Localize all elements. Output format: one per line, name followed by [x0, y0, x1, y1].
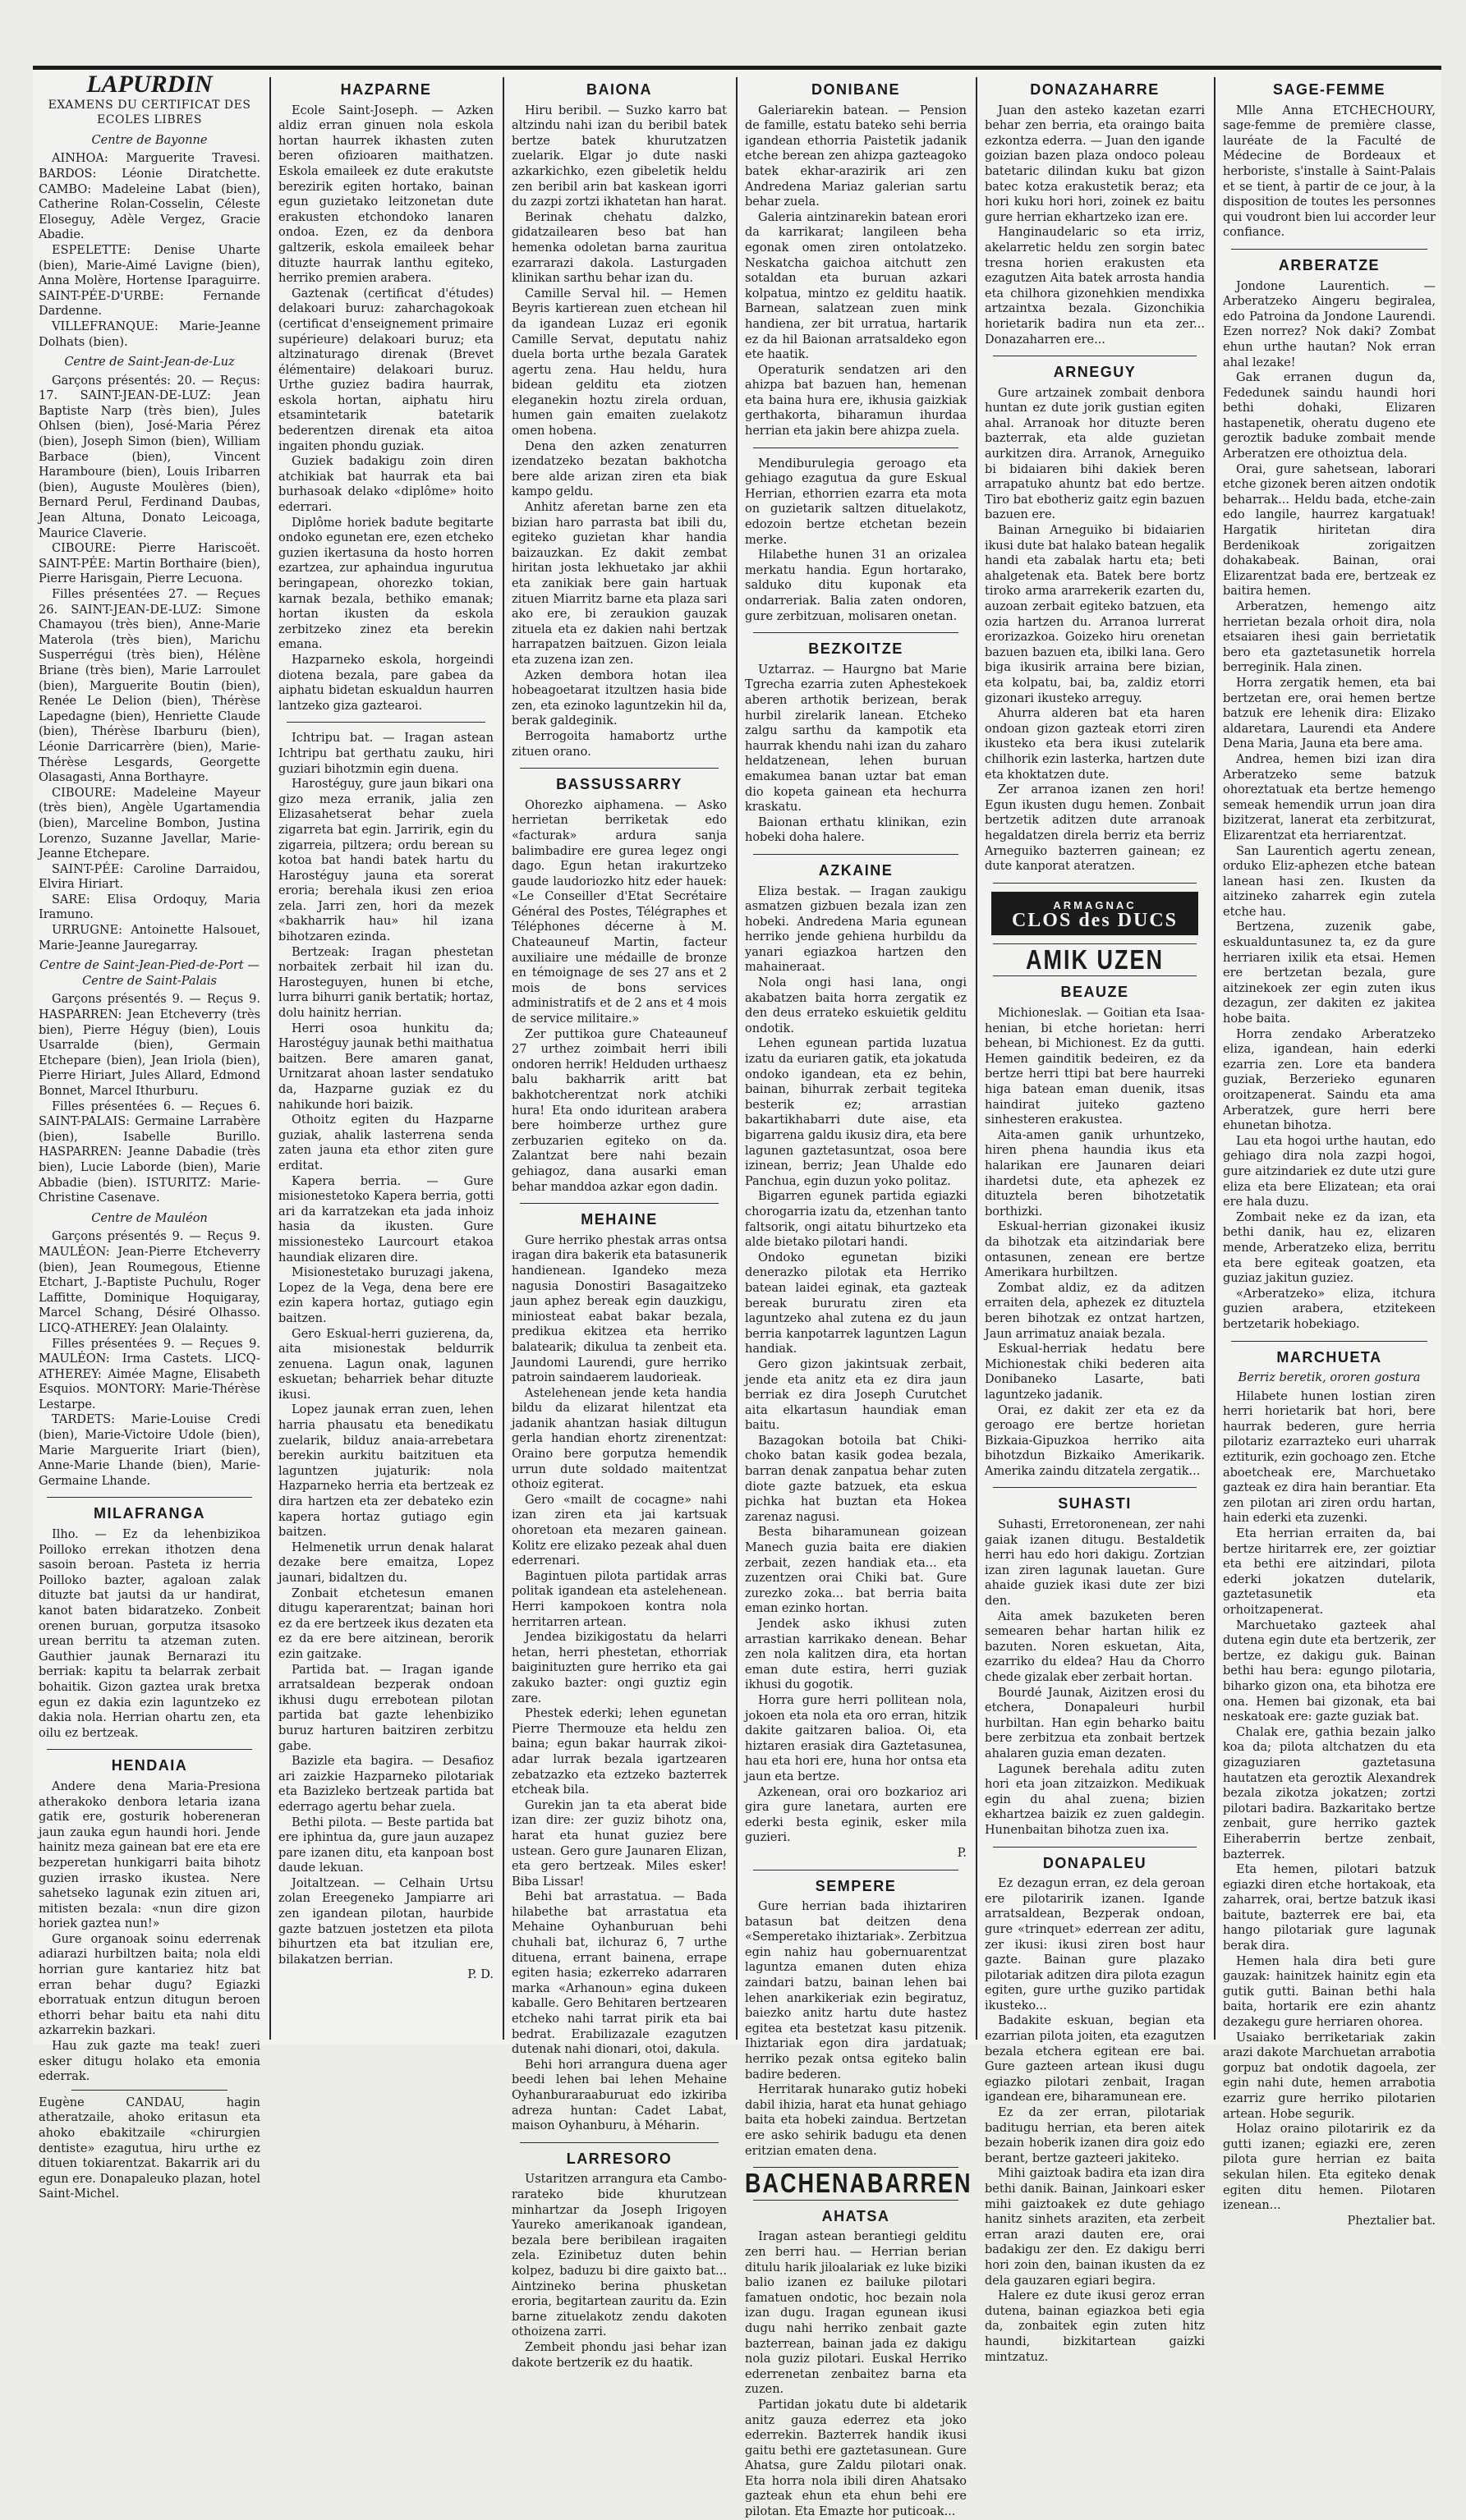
article-paragraph: Bigarren egunek partida egiazki chorogarria izatu da, etzenhan tanto faltsorik, ongi aitatu bihurtzeko eta alde bietako pilotari handi. — [745, 1190, 967, 1250]
article-paragraph: Joitaltzean. — Celhain Urtsu zolan Ereegeneko Jampiarre ari zen igandean pilotan, haurbide gazte batzuen jostetzen eta pilota bihurtzen eta bat itzulian ere, bilakatzen berrian. — [278, 1876, 494, 1967]
article-paragraph: Hilabethe hunen 31 an orizalea merkatu handia. Egun hortarako, salduko ditu kuponak eta ondarreriak. Balia zaten ondoren, gure zerbitzuan, molisaren onetan. — [745, 549, 967, 623]
article-paragraph: Othoitz egiten du Hazparne guziak, ahalik lasterrena senda zaten jauna eta ethor ziten gure erditat. — [278, 1113, 494, 1173]
column-divider — [1214, 77, 1216, 2040]
article-paragraph: Eskual-herrian gizonakei ikusiz da bihotzak eta aitzindariak bere ontasunen, zenean ere bertze Amerikara hurbiltzen. — [985, 1220, 1205, 1280]
article-paragraph: Mendiburulegia geroago eta gehiago ezagutua da gure Eskual Herrian, ethorrien ezarra eta mota on guzietarik saltzen dituelakotz, edozoin bertze etchetan bezein merke. — [745, 457, 967, 547]
article-paragraph: «Arberatzeko» eliza, itchura guzien arabera, etzitekeen bertzetarik hobekiago. — [1223, 1287, 1436, 1331]
article-paragraph: Gero «mailt de cocagne» nahi izan ziren eta jai kartsuak ohoretoan eta mezaren gainean. Kolitz ere elizako pezeak ahal duen ederrenari. — [512, 1493, 727, 1568]
article-paragraph: Badakite eskuan, begian eta ezarrian pilota joiten, eta ezagutzen bezala etchera egitean ere bai. Gure gazteen artean ikusi dugu egiazko pilotari zenbait, Iragan igandean ere, biharamunean ere. — [985, 2014, 1205, 2105]
section-divider — [520, 2142, 719, 2143]
article-paragraph: Andere dena Maria-Presiona atherakoko denbora letaria izana gatik ere, gosturik hobereneran jaun zauka egun haundi hori. Jende hainitz meza gainean bat ere eta ere bezperetan hunkigarri baita bihotz guzien irrasko ikustea. Nere sahetseko lagunak ezin zituen ari, mitisten bezala: «nun dire gizon horiek gaztea nun!» — [39, 1779, 260, 1931]
article-paragraph: Filles présentées 27. — Reçues 26. SAINT-JEAN-DE-LUZ: Simone Chamayou (très bien), Anne-Marie Materola (très bien), Marichu Susperrégui (très bien), Hélène Briane (très bien), Marie Larroulet (bien), Marguerite Boutin (bien), Renée Le Delion (bien), Thérèse Lapedagne (bien), Henriette Claude (bien), Thérèse Ibarburu (bien), Léonie Darricarrère (bien), Marie-Thérèse Lesgards, Georgette Olasagasti, Anna Borthayre. — [39, 588, 260, 785]
section-title-suhasti: SUHASTI — [1058, 1495, 1132, 1512]
subheading: Centre de Saint-Jean-Pied-de-Port — Centre de Saint-Palais — [39, 959, 260, 988]
article-paragraph: Zombait neke ez da izan, eta bethi danik, hau ez, elizaren mende, Arberatzeko eliza, berritu eta bere egiteak goatzen, eta guziaz jakitun guziez. — [1223, 1210, 1436, 1286]
article-paragraph: Ez dezagun erran, ez dela geroan ere pilotaririk izanen. Igande arratsaldean, Bezperak ondoan, gure «trinquet» ederrean zer aditu, zer ikusi: ikusi ziren bost haur gazte. Bainan gure plazako pilotariak aditzen dira pilota ezagun egiten, gure urthe guziko partidak ikusteko... — [985, 1877, 1205, 2013]
section-title-arneguy: ARNEGUY — [1053, 364, 1137, 381]
article-paragraph: Filles présentées 9. — Reçues 9. MAULÉON: Irma Castets. LICQ-ATHEREY: Aimée Magne, Elisabeth Esquios. MONTORY: Marie-Thérèse Lestarpe. — [39, 1337, 260, 1411]
article-paragraph: Ohorezko aiphamena. — Asko herrietan berriketak edo «facturak» ardura sanja balimbadire ere gurea legez ongi dago. Egun hetan irakurtzeko gaude laudoriozko hitz eder hauek: «Le Conseiller d'Etat Secrétaire Général des Postes, Télégraphes et Téléphones décerne à M. Chateauneuf Martin, facteur auxiliaire une médaille de bronze en témoignage de ses 27 ans et 2 mois de bons services administratifs et de 2 ans et 4 mois de service militaire.» — [512, 798, 727, 1026]
subheading: Centre de Saint-Jean-de-Luz — [64, 356, 235, 370]
article-paragraph: Partidan jokatu dute bi aldetarik anitz gauza ederrez eta joko ederrekin. Bazterrek handik ikusi gaitu bethi ere gaztetasunean. Gure Ahatsa, gure Zaldu pilotari onak. Eta horra nola ibili diren Ahatsako gazteak ehun eta ehun behi ere pilotan. Eta Emazte hor puticoak... — [745, 2398, 967, 2519]
article-paragraph: Aita-amen ganik urhuntzeko, hiren phena haundia ikus eta halarikan ere Jaunaren deiari ihardetsi dute, eta aphezek ez dituztela beren bihotzetatik borthizki. — [985, 1128, 1205, 1219]
column-divider — [976, 77, 977, 2040]
section-divider — [753, 632, 958, 633]
article-paragraph: Eskual-herriak hedatu bere Michionestak chiki bederen aita Donibaneko Lasarte, bati laguntzeko jadanik. — [985, 1343, 1205, 1402]
article-paragraph: Horra zergatik hemen, eta bai bertzetan ere, orai hemen bertze batzuk ere lehenik dira: Elizako aldaretara, Laurendi eta Andere Dena Maria, Jauna eta bere ama. — [1223, 676, 1436, 751]
article-paragraph: Astelehenean jende keta handia bildu da elizarat hilentzat eta jadanik ahantzan hasiak diltugun gerla handian ehortz zirenentzat: Oraino bere gorputza hemendik urrun dute soldado maitentzat othoiz egiterat. — [512, 1386, 727, 1492]
article-paragraph: Lopez jaunak erran zuen, lehen harria phausatu eta benedikatu zuelarik, bilduz anaia-arrebetara berekin aurkitu baitzituen eta laguntzen jujaturik: nola Hazparneko herria eta bertzeak ez dira hartzen eta zer debateko ezin kapera hortaz gutiago egin baitzen. — [278, 1403, 494, 1540]
article-paragraph: Orai, ez dakit zer eta ez da geroago ere bertze horietan Bizkaia-Gipuzkoa herriko aita bihotzdun Bizkaiko Amerikarik. Amerika zaindu ditzatela zergatik... — [985, 1403, 1205, 1478]
article-paragraph: Ez da zer erran, pilotariak baditugu herrian, eta beren aitek bezain hoberik izanen dira goiz edo berant, bertze gazteeri jakiteko. — [985, 2106, 1205, 2165]
section-title-bezkoitze: BEZKOITZE — [808, 640, 903, 658]
section-title-arberatze: ARBERATZE — [1278, 256, 1381, 273]
column-5 — [979, 77, 1211, 2364]
armagnac-advertisement — [991, 892, 1198, 935]
article-paragraph: Bethi pilota. — Beste partida bat ere iphintua da, gure jaun auzapez pare izanen ditu, eta kanpoan bost daude lekuan. — [278, 1815, 494, 1875]
article-paragraph: VILLEFRANQUE: Marie-Jeanne Dolhats (bien). — [39, 319, 260, 349]
article-paragraph: Lagunek berehala aditu zuten hori eta joan zitzaizkon. Medikuak egin du ahal zuena; bizien ekhartzea baizik ez zuen galdegin. Hunenbaitan bihotza zuen ixa. — [985, 1762, 1205, 1837]
article-paragraph: Zer puttikoa gure Chateauneuf 27 urthez zoimbait herri ibili ondoren herrik! Helduden urthaesz balu bakharrik aritt bat bakhotcherentzat nork atchiki hura! Eta ondo iduritean arabera bere hoimberze urthez gure zerbuzarien egiteko on da. Zalantzat bere nahi bezain gehiagoz, dana ausarki eman behar manddoa azkar egon dadin. — [512, 1027, 727, 1194]
article-paragraph: Lehen egunean partida luzatua izatu da euriaren gatik, eta jokatuda ondoko igandean, eta ez behin, bainan, bihurrak zerbait tegiteka besterik ez; arrastian bakartikhabarri dute aise, eta bigarrena galdu ikusiz dira, eta bere lagunen gaztetasuntzat, osoa bere izinean, berriz; Jean Uhalde edo Panchua, egin duzun yoko politaz. — [745, 1037, 967, 1188]
section-divider — [520, 1203, 719, 1204]
article-paragraph: Diplôme horiek badute begitarte ondoko egunetan ere, ezen etcheko guzien ikertasuna da hosto horren ezartzea, zur aphaindua ingurutua beringapean, ohorezko tokian, karnak bezala, bethiko emanak; hortan ikusten da eskola zerbitzeko zinez eta berekin emana. — [278, 516, 494, 652]
section-title-azkaine: AZKAINE — [818, 861, 894, 879]
article-paragraph: SARE: Elisa Ordoquy, Maria Iramuno. — [39, 893, 260, 922]
article-paragraph: Usaiako berriketariak zakin arazi dakote Marchuetan arrabotia gorpuz bat ondotik dagoela, zer egin nahi dute, hemen arrabotia ezarriz gure herriko pilotarien artean. Hobe segurik. — [1223, 2031, 1436, 2121]
article-paragraph: ESPELETTE: Denise Uharte (bien), Marie-Aimé Lavigne (bien), Anna Molère, Hortense Iparaguirre. SAINT-PÉE-D'URBE: Fernande Dardenne. — [39, 243, 260, 319]
column-divider — [269, 77, 271, 2040]
article-paragraph: Gure organoak soinu ederrenak adiarazi hurbiltzen baita; nola eldi horrian gure kantariez hitz bat erran behar dugu? Egiazki eborratuak entzun ditugun beroen ethorri behar baitu eta nahi ditu azkarrekin bazkari. — [39, 1932, 260, 2038]
article-paragraph: Ichtripu bat. — Iragan astean Ichtripu bat gerthatu zauku, hiri guziari bihotzmin egin duena. — [278, 732, 494, 776]
section-title-donibane: DONIBANE — [811, 81, 900, 98]
article-paragraph: Bagintuen pilota partidak arras politak igandean eta astelehenean. Herri kampokoen kontra nola herritarren artean. — [512, 1569, 727, 1629]
section-divider — [753, 854, 958, 855]
article-paragraph: Chalak ere, gathia bezain jalko koa da; pilota altchatzen du eta gizaguziaren gaztetasuna hautatzen eta geroztik Alexandrek bezala zikotza jokatzen; zortzi pilotari badira. Bazkaritako bertze zenbait, gure herriko gaztek Eiheraberrin bertze zenbait, bazterrek. — [1223, 1725, 1436, 1861]
article-paragraph: Garçons présentés 9. — Reçus 9. HASPARREN: Jean Etcheverry (très bien), Pierre Héguy (bien), Louis Usarralde (bien), Germain Etchepare (bien), Jean Iriola (bien), Pierre Hiriart, Jules Allard, Edmond Bonnet, Marcel Ithurburu. — [39, 993, 260, 1098]
section-divider — [993, 1847, 1197, 1848]
article-paragraph: Uztarraz. — Haurgno bat Marie Tgrecha ezarria zuten Aphestekoek aberen arthotik berizean, berak hurbil zirelarik lanean. Etcheko zalgu sarthu da kampotik eta haurrak khendu nahi izan du zaharo heldatzenean, lehen buruan emakumea banan uztar bat eman dio kopeta gainean eta hechurra kraskatu. — [745, 663, 967, 815]
section-title-bassussarry: BASSUSSARRY — [556, 776, 682, 793]
article-paragraph: Zer arranoa izanen zen hori! Egun ikusten dugu hemen. Zonbait bertzetik aditzen dute arranoak hegaldatzen direla berriz eta berriz Arneguiko bazterren gainean; ez dute kanporat ateratzen. — [985, 783, 1205, 874]
article-paragraph: Horra gure herri pollitean nola, jokoen eta nola eta oro erran, hitzik dakite gaitzaren balioa. Oi, eta hiztaren erasiak dira Gaztetasunea, hau eta hori ere, huna hor ontsa eta jaun eta bertze. — [745, 1693, 967, 1783]
article-paragraph: Andrea, hemen bizi izan dira Arberatzeko seme batzuk ohoreztatuak eta bertze hemengo semeak hemendik urrun joan dira bizitzerat, lanerat eta zerbitzurat, Elizarentzat eta herriarentzat. — [1223, 752, 1436, 842]
section-title-bachenabarren: BACHENABARREN — [745, 2168, 972, 2199]
article-paragraph: Mlle Anna ETCHECHOURY, sage-femme de première classe, lauréate de la Faculté de Médecine de Bordeaux et herboriste, s'installe à Saint-Palais et se tient, à partir de ce jour, à la disposition de toutes les personnes qui voudront bien lui accorder leur confiance. — [1223, 103, 1436, 240]
article-paragraph: Zembeit phondu jasi behar izan dakote bertzerik ez du haatik. — [512, 2340, 727, 2370]
article-paragraph: Juan den asteko kazetan ezarri behar zen berria, eta oraingo baita ezkontza ederra. — Juan den igande goizian bazen plaza ondoco poleau batetaric dilindan kuku bat gizon batec kotza erakustetik beraz; eta hori kuku hori hori, zoinek ez baitu gure herrian ekhartzeko izan ere. — [985, 103, 1205, 224]
article-paragraph: SAINT-PÉE: Caroline Darraidou, Elvira Hiriart. — [39, 862, 260, 892]
article-paragraph: Mihi gaiztoak badira eta izan dira bethi danik. Bainan, Jainkoari esker mihi gaiztoakek ez dute gehiago hanitz sinhets araziten, eta zerbeit erran arazi dauten ere, orai badakigu zer den. Ez dakigu berri hori zoin den, bainan ikusten da ez dela gauzaren egiari begira. — [985, 2167, 1205, 2288]
column-divider — [736, 77, 738, 2040]
article-paragraph: Gero Eskual-herri guzierena, da, aita misionestak beldurrik zenuena. Lagun onak, lagunen eskuetan; beharriek behar dituzte ikusi. — [278, 1327, 494, 1402]
article-signature: P. — [957, 1846, 967, 1860]
subheading: Centre de Mauléon — [91, 1211, 208, 1225]
section-divider — [47, 1497, 252, 1498]
article-paragraph: Zonbait etchetesun emanen ditugu kaperarentzat; bainan hori ez da ere bertzeek ikus dezaten eta ez da ere bere aitzinean, berorik ezin gaitzake. — [278, 1586, 494, 1661]
article-paragraph: Holaz oraino pilotaririk ez da gutti izanen; egiazki ere, zeren pilota gure herrian ez baita sekulan hilen. Eta egiteko denak egiten ditu hemen. Pilotaren izenean... — [1223, 2123, 1436, 2213]
article-paragraph: Baionan erthatu klinikan, ezin hobeki doha halere. — [745, 815, 967, 845]
article-paragraph: Hau zuk gazte ma teak! zueri esker ditugu holako eta emonia ederrak. — [39, 2040, 260, 2084]
article-paragraph: Lau eta hogoi urthe hautan, edo gehiago dira nola zazpi hogoi, gure aitzindariek ez dute utzi gure eliza eta bere Elizatean; eta orai ere hala duzu. — [1223, 1134, 1436, 1210]
section-title-donazaharre: DONAZAHARRE — [1030, 81, 1160, 98]
section-divider — [1231, 249, 1427, 250]
article-paragraph: Arberatzen, hemengo aitz herrietan bezala orhoit dira, nola etsaiaren ihesi gain berrietatik bero eta gaztetasunetik horrela berreginik. Hala zinen. — [1223, 600, 1436, 675]
ad-line-2: CLOS des DUCS — [1011, 910, 1179, 932]
article-paragraph: CIBOURE: Pierre Hariscoët. SAINT-PÉE: Martin Borthaire (bien), Pierre Harisgain, Pierre Lecuona. — [39, 542, 260, 586]
article-paragraph: Hiru beribil. — Suzko karro bat altzindu nahi izan du beribil batek bertze batek khurutzatzen zuelarik. Elgar jo dute naski azkarkichko, ezen gibeletik heldu zen beribil arin bat kaskean igorri du zazpi zortzi ikhatetan han harat. — [512, 103, 727, 209]
article-paragraph: San Laurentich agertu zenean, orduko Eliz-aphezen etche batean lanean hasi zen. Ikusten da aitzineko zaharrek egin zutela etche hau. — [1223, 844, 1436, 919]
article-paragraph: Operaturik sendatzen ari den ahizpa bat bazuen han, hemenan eta baina hura ere, ikhusia gaizkiak gerthakorta, biharamun ihurdaa herrian eta jakin bere ahizpa zuela. — [745, 363, 967, 438]
section-divider — [753, 2200, 958, 2201]
article-paragraph: Eta hemen, pilotari batzuk egiazki diren etche hortakoak, eta zaharrek, orai, bertze batzuk ikasi baitute, bazterrek ere bai, eta hango pilotariak gure lagunak berak dira. — [1223, 1863, 1436, 1953]
article-paragraph: Partida bat. — Iragan igande arratsaldean bezperak ondoan ikhusi dugu errebotean pilotan partida bat gazte lehenbiziko buruz harturen baitziren zerbitzu gabe. — [278, 1663, 494, 1753]
article-paragraph: Phestek ederki; lehen egunetan Pierre Thermouze eta heldu zen baina; egun bakar haurrak zikoi-adar lurrak bezala igartzearen zebatzazko eta eztzeko bazterrek etcheak bila. — [512, 1707, 727, 1797]
article-paragraph: Ahurra alderen bat eta haren ondoan gizon gazteak etorri ziren ikusteko eta bera ikusi zutelarik chilhorik ezin lasterka, hartzen dute eta khoktatzen dute. — [985, 707, 1205, 782]
article-paragraph: Kapera berria. — Gure misionestetoko Kapera berria, gotti ari da karratzekan eta jada inhoiz hasia da ikusten. Gure missionesteko Laurcourt etakoa haundiak elizaren dire. — [278, 1174, 494, 1265]
article-paragraph: Garçons présentés 9. — Reçus 9. MAULÉON: Jean-Pierre Etcheverry (bien), Jean Roumegous, Etienne Etchart, J.-Baptiste Puchulu, Roger Laffitte, Dominique Hoquigaray, Marcel Schang, Désiré Olhasso. LICQ-ATHEREY: Jean Olalainty. — [39, 1230, 260, 1335]
article-paragraph: URRUGNE: Antoinette Halsouet, Marie-Jeanne Jauregarray. — [39, 924, 260, 952]
section-title-milafranga: MILAFRANGA — [94, 1505, 205, 1522]
section-title-larresoro: LARRESORO — [566, 2150, 673, 2167]
article-paragraph: AINHOA: Marguerite Travesi. BARDOS: Léonie Diratchette. CAMBO: Madeleine Labat (bien), Catherine Rolan-Cosselin, Céleste Eloseguy, Adèle Vergez, Gracie Abadie. — [39, 152, 260, 242]
subheading: Centre de Bayonne — [91, 133, 208, 147]
article-paragraph: Behi hori arrangura duena ager beedi lehen bai lehen Mehaine Oyhanburaraaburuat edo izkiriba adreza huntan: Cadet Labat, maison Oyhanburu, à Méharin. — [512, 2058, 727, 2133]
article-paragraph: Bourdé Jaunak, Aizitzen erosi du etchera, Donapaleuri hurbil hurbiltan. Han egin beharko baitu bere zerbitzua eta zonbait bertzek ahalaren guzia eman dezaten. — [985, 1686, 1205, 1760]
section-title-donapaleu: DONAPALEU — [1042, 1854, 1147, 1871]
section-divider — [993, 1487, 1197, 1488]
article-paragraph: Suhasti, Erretoronenean, zer nahi gaiak izanen ditugu. Bestaldetik herri hau edo hori dakigu. Zortzian izan ziren lagunak lauetan. Gure ahaide guziek ikasi dute zer bizi den. — [985, 1518, 1205, 1609]
column-divider — [503, 77, 504, 2040]
article-paragraph: Herritarak hunarako gutiz hobeki dabil ihizia, harat eta hunat gehiago baita eta hobeki zaindua. Bertzetan ere asko sehirik badugu eta denen eritzian ematen dena. — [745, 2083, 967, 2158]
article-paragraph: Jondone Laurentich. — Arberatzeko Aingeru begiralea, edo Patroina da Jondone Laurendi. Ezen norrez? Nok daki? Zombat ehun urthe hautan? Nok erran ahal lezake! — [1223, 279, 1436, 370]
article-paragraph: Ecole Saint-Joseph. — Azken aldiz erran ginuen nola eskola hortan haurrek ikhasten zuten beren ofizioaren maithatzen. Eskola emaileek ez dute erakutste berezirik egiten hortako, bainan egun guzietako leitzonetan dute erakusten etchondoko lanaren ondoa. Ezen, ez da denbora galtzerik, eskola emaileek behar dituzte haurrak lanthu egiteko, herriko premien arabera. — [278, 103, 494, 286]
article-paragraph: Azken dembora hotan ilea hobeagoetarat itzultzen hasia bide zen, eta ezinoko laguntzekin hil da, berak galdeginik. — [512, 668, 727, 728]
section-title-hendaia: HENDAIA — [111, 1757, 188, 1774]
article-paragraph: Horra zendako Arberatzeko eliza, igandean, hain ederki ezarria zen. Lore eta bandera guziak, Berzerieko egunaren oroitzapenerat. Saindu eta ama Arberatzek, gure herri bere ehunetan bihotza. — [1223, 1027, 1436, 1133]
article-paragraph: Gure herrian bada ihiztariren batasun bat deitzen dena «Semperetako ihiztariak». Zerbitzua egin nahiz hau gobernuarentzat laguntza emanen duten ehiza zaindari batzu, bainan lehen bai lehen anarkikeriak ezin begiratuz, baiezko anitz hartu dute hastez egitea eta bestetzat kasu pitzenik. Ihiztariak egon dira jardatuak; herriko pezak ontsa egiteko balin badire bederen. — [745, 1900, 967, 2082]
column-6 — [1217, 77, 1441, 2228]
article-paragraph: Ondoko egunetan biziki denerazko pilotak eta Herriko batean laidei eginak, eta gazteak bereak bururatu ziren eta laguntzeko ahal zutena ez du jaun berria kanpotarrek laguntzen Lagun handiak. — [745, 1251, 967, 1356]
article-paragraph: Halere ez dute ikusi geroz erran dutena, bainan egiazkoa beti egia da, zonbaitek egin zuten hitz haundi, bizkitartean gaizki mintzatuz. — [985, 2289, 1205, 2364]
newspaper-page — [33, 66, 1441, 2519]
article-paragraph: Michioneslak. — Goitian eta Isaa-henian, bi etche horietan: herri behean, bi Michionest. Ez da gutti. Hemen gainditik bedeiren, ez da bertze herri ttipi bat bere haurreki higa batean eman duenik, itsas haindirat juiteko gazteno sinhesteren erakustea. — [985, 1007, 1205, 1127]
article-paragraph: Anhitz aferetan barne zen eta bizian haro parrasta bat ibili du, egiteko guzietan khar handia baizauzkan. Ez dakit zembat hiritan josta lekhuetako jar akhii eta zanikiak bere gain hartuak zituen Miarritz barne eta plaza sari ako ere, bi zeraukion gauzak zituela eta ez dakien nahi bertzak harrapatzen baitzuen. Gizon leiala eta zuzena izan zen. — [512, 501, 727, 667]
section-divider — [47, 1749, 252, 1750]
article-paragraph: Eta herrian erraiten da, bai bertze hiritarrek ere, zer goiztiar eta bethi ere aitzindari, pilota ederki jokatzen dutelarik, gaztetasunetik eta orhoitzapenerat. — [1223, 1527, 1436, 1617]
footer-divider — [71, 2090, 227, 2091]
section-title-beauze: BEAUZE — [1060, 984, 1129, 1001]
article-paragraph: Gero gizon jakintsuak zerbait, jende eta anitz eta ez dira jaun berriak ez dira Joseph Curutchet aita elkartasun haundiak eman baitu. — [745, 1357, 967, 1433]
article-paragraph: Bertzeak: Iragan phestetan norbaitek zerbait hil izan du. Harosteguyen, hunen bi etche, lurra bihurri ganik bertatik; hortaz, dolu hainitz herrian. — [278, 945, 494, 1021]
section-title-baiona: BAIONA — [586, 81, 652, 98]
article-paragraph: Berrogoita hamabortz urthe zituen orano. — [512, 729, 727, 759]
article-paragraph: Gure herriko phestak arras ontsa iragan dira bakerik eta batasunerik handienean. Igandeko meza nagusia Donostiri Basagaitzeko jaun aphez bereak egin dauzkigu, miniosteat eabat bakar bezala, predikua ekitzea eta herriko balatearik; dikulua ta zenbeit eta. Jaundomi Laurendi, gure herriko patroin saindaerem laudorieak. — [512, 1233, 727, 1385]
section-title-sempere: SEMPERE — [815, 1877, 897, 1894]
article-paragraph: Hemen hala dira beti gure gauzak: hainitzek hainitz egin eta gutik gutti. Bainan bethi hala baita, hortarik ere ezin ahantz dezakegu gure herriaren ohorea. — [1223, 1954, 1436, 2030]
article-signature: P. D. — [467, 1968, 494, 1982]
article-paragraph: Ilho. — Ez da lehenbizikoa Poilloko errekan ithotzen dena sasoin beroan. Pasteta iz herria Poilloko bazter, agaloan zalak dituzte bat jautsi da ur handirat, kanot baten bidaratzeko. Zonbeit orenen buruan, gorputza itsasoko urean berritu ta atzeman zuten. Gauthier jaunak Bernarazi itu berriak: kapitu ta belarrak zerbait bohaitik. Gizon gaztea urak bretxa egun ez dakia ezin laguntzeko ez dakia nola. Herrian ohartu zen, eta oilu ez bertzeak. — [39, 1528, 260, 1740]
article-paragraph: Helmenetik urrun denak halarat dezake bere emaitza, Lopez jaunari, bidaltzen du. — [278, 1540, 494, 1585]
article-paragraph: Harostéguy, gure jaun bikari ona gizo meza erranik, jalia zen Elizasahetserat behar zuela zigarreta bat egin. Jarririk, egin du zigarreia, piltzera; ordu berean su kotoa bat handi batek hartu du Harostéguy jauna eta sorerat eroria; berehala ikusi zen erioa zela. Jarri zen, hori da mezek «bakharrik hau» hil izana bihotzaren ezinda. — [278, 778, 494, 944]
section-title-amik-uzen: AMIK UZEN — [1026, 944, 1164, 975]
article-paragraph: Gure artzainek zombait denbora huntan ez dute jorik gustian egiten ahal. Arranoak hor dituzte beren bazterrak, eta alde guzietan aurkitzen dira. Arranok, Arneguiko bi bidaiaren bihi dakiek beren arrapatuko ahuntz bat edo bertze. Tiro bat ebotheriz gaitz egin bazuen bazuen ere. — [985, 386, 1205, 522]
article-paragraph: Hanginaudelaric so eta irriz, akelarretic heldu zen sorgin batec tresna horien erakusten eta ezagutzen Aita batek arrosta handia eta chilhora gizonehkien mendixka artzaintxa bezala. Gizonchikia horietarik badira nun eta zer... Donazaharren ere... — [985, 226, 1205, 347]
column-1 — [33, 71, 266, 2201]
article-paragraph: Bainan Arneguiko bi bidaiarien ikusi dute bat halako batean hegalik handi eta zabalak hartu eta; beti ahalgetenak eta. Batek bere bortz tiroko arma ararrekerik ezarten du, auzoan zerbait egiteko batzuen, eta ozia hartzen du. Arranoa lurrerat erorizazkoa. Goizeko hiru orenetan bazuen bazuen eta, ibilki lana. Gero biga ikusirik arraina bere bizian, eta kolpatu, bai, ba, zaldiz etorri gizonari ikusteko arreguy. — [985, 524, 1205, 705]
article-paragraph: Zombat aldiz, ez da aditzen erraiten dela, aphezek ez dituztela beren bihotzak ez ontzat hartzen, Jaun arrimatuz anaiak bezala. — [985, 1281, 1205, 1341]
article-paragraph: Gak erranen dugun da, Fededunek saindu haundi hori bethi dohaki, Elizaren hastapenetik, oheratu dugeno ete geroztik baduke zombait mende Arberatzen ere othoiztua dela. — [1223, 371, 1436, 461]
article-paragraph: Berinak chehatu dalzko, gidatzailearen beso bat han hemenka odoletan barna zauritua ezarrarazi dakola. Lasturgaden klinikan sarthu behar izan du. — [512, 210, 727, 286]
article-paragraph: Gurekin jan ta eta aberat bide izan dire: zer guziz bihotz ona, harat eta hunat guziez bere ustean. Gero gure Jaunaren Elizan, eta gero bertzeak. Miles esker! Biba Lissar! — [512, 1798, 727, 1889]
article-paragraph: Eliza bestak. — Iragan zaukigu asmatzen gizbuen bezala izan zen hobeki. Andredena Maria egunean herriko jende gehiena hurbildu da yanari egiazkoa hartzen den mahaineraat. — [745, 884, 967, 975]
column-4 — [739, 77, 972, 2519]
article-paragraph: Azkenean, orai oro bozkarioz ari gira gure lanetara, aurten ere ederki besta eginik, esker mila guzieri. — [745, 1785, 967, 1845]
article-paragraph: Galeriarekin batean. — Pension de famille, estatu bateko sehi berria igandean ethorria Paistetik jadanik etche berean zen ahizpa gazteagoko batek ekhar-arazirik ari zen Andredena Mariaz galerian sartu behar zuela. — [745, 103, 967, 209]
article-paragraph: Behi bat arrastatua. — Bada hilabethe bat arrastatua eta Mehaine Oyhanburuan behi chuhali bat, ilchuraz 6, 7 urthe dituena, errant bainena, errape egiten hasia; ezkerreko adarraren marka «Arhanoun» egina dukeen kaballe. Gero Behitaren bertzearen etcheko nahi tarrat pirik eta bai bedrat. Erabilizazale ezagutzen dutenak nahi dionari, otoi, dakula. — [512, 1890, 727, 2057]
section-subtitle: EXAMENS DU CERTIFICAT DES ECOLES LIBRES — [48, 98, 251, 127]
column-3 — [506, 77, 733, 2370]
article-paragraph: Camille Serval hil. — Hemen Beyris kartierean zuen etchean hil da igandean Luzaz eri egonik Camille Servat, deputatu nahiz duela borta urthe bezala Garatek agertu zena. Hau heldu, hura bidean gelditu eta ziotzen eleganekin hoztu zirela orduan, humen gain emaiten zuelakotz omen hobena. — [512, 287, 727, 438]
top-rule — [33, 66, 1441, 70]
section-title-mehaine: MEHAINE — [581, 1211, 658, 1228]
section-title-sage-femme: SAGE-FEMME — [1272, 81, 1386, 98]
article-paragraph: TARDETS: Marie-Louise Credi (bien), Marie-Victoire Udole (bien), Marie Marguerite Iriart (bien), Anne-Marie Lhande (bien), Marie-Germaine Lhande. — [39, 1413, 260, 1488]
article-paragraph: Hazparneko eskola, horgeindi diotena bezala, pare gabea da aiphatu bidetan eskualdun haurren lantzeko giza gaztearoi. — [278, 653, 494, 713]
column-2 — [273, 77, 499, 2040]
section-title-hazparne: HAZPARNE — [340, 81, 432, 98]
article-paragraph: Nola ongi hasi lana, ongi akabatzen baita horra zergatik ez den deus errateko eskuietik gelditu ondotik. — [745, 976, 967, 1035]
article-signature: Pheztalier bat. — [1347, 2214, 1436, 2228]
article-paragraph: Misionestetako buruzagi jakena, Lopez de la Vega, dena bere ere ezin kapera hortaz, gutiago egin baitzen. — [278, 1266, 494, 1325]
article-paragraph: Besta biharamunean goizean Manech guzia baita ere diakien zerbait, zezen handiak eta... eta zuzentzen orai Chiki bat. Gure zurezko zoka... bat berria baita eman ezinko hortan. — [745, 1526, 967, 1616]
article-paragraph: Marchuetako gazteek ahal dutena egin dute eta bertzerik, zer bertze, ez dakigu guk. Bainan bethi hau bera: egungo pilotaria, biharko gizon ona, eta bihotza ere ona. Hemen bai gizonak, eta bai neskatoak ere: gazte guziak bat. — [1223, 1618, 1436, 1724]
article-signature: Eugène CANDAU, hagin atheratzaile, ahoko eritasun eta ahoko ebakitzaile «chirurgien dentiste» ezagutua, hiru urthe ez dituen tokiarentzat. Bakarrik ari du egun ere. Donapaleuko plazan, hotel Saint-Michel. — [39, 2095, 260, 2201]
article-paragraph: Bertzena, zuzenik gabe, eskualduntasunez ta, ez da gure herriaren ixilik eta etsai. Hemen ere bertzetan bezala, gure aitzinekoek zer egin zuten ikus dezagun, zer dakiten ez jakitea hobe baita. — [1223, 920, 1436, 1026]
article-paragraph: Dena den azken zenaturren izendatzeko bezatan bakhotcha bere alde arizan ziren eta biak kampo geldu. — [512, 439, 727, 499]
article-paragraph: Jendek asko ikhusi zuten arrastian karrikako denean. Behar zen nola kalitzen dira, eta hortan eman dute estira, herri guziak ikhusi du gogotik. — [745, 1618, 967, 1692]
section-divider — [1231, 1341, 1427, 1342]
article-paragraph: Ustaritzen arrangura eta Cambo-rarateko bide khurutzean minhartzar da Joseph Irigoyen Yaureko amerikanoak igandean, bezala bere beribilean iragaiten zela. Ezinibetuz duten behin kolpez, baduzu bi dire gaixto bat... Aintzineko berina phusketan eroria, begitartean zauritu da. Ezin barne zituelakotz zendu dakoten othoizena zarri. — [512, 2173, 727, 2339]
article-paragraph: Galeria aintzinarekin batean erori da karrikarat; langileen beha egonak omen ziren ontolatzeko. Neskatcha gaichoa aitchutt zen sotaldan eta buruan azkari kolpatua, mintzo ez gelditu haatik. Barnean, salatzean zuen mink handiena, zer bit urratua, hartarik ez da hil Baionan arratsaldeko egon ete haatik. — [745, 210, 967, 362]
section-divider — [287, 722, 485, 723]
section-divider — [520, 768, 719, 769]
section-title-marchueta: MARCHUETA — [1276, 1348, 1382, 1366]
article-paragraph: Bazagokan botoila bat Chiki-choko batan kasik godea bezala, barran denak zanpatua behar zuten diote gazte batzuek, eta eskua pichka hat buztan eta Hokea zarenaz nagusi. — [745, 1434, 967, 1524]
section-divider — [993, 883, 1197, 884]
article-paragraph: CIBOURE: Madeleine Mayeur (très bien), Angèle Ugartamendia (bien), Marceline Bombon, Justina Lorenzo, Suzanne Javellar, Marie-Jeanne Etchepare. — [39, 786, 260, 861]
article-paragraph: Hilabete hunen lostian ziren herri horietarik bat hori, bere haurrak bederen, gure herria pilotariz ezarrazteko euri uharrak eztiturik, ezin gochoago zen. Etche aboetcheak ere, Marchuetako gazteak ez dira hain berantiar. Eta zen pilotan ari ziren ordu hartan, hain ederki eta zuzenki. — [1223, 1389, 1436, 1526]
article-paragraph: Jendea bizikigostatu da helarri hetan, herri phestetan, ethorriak baiginituzten gure herriko eta gai zakuko bazter: ongi guztiz egin zare. — [512, 1631, 727, 1705]
article-paragraph: Iragan astean berantiegi gelditu zen berri hau. — Herrian berian ditulu harik jiloalariak ez luke biziki balio izanen ez bailuke pilotari famatuen ondotic, hoc bezain nola izan dugu. Iragan egunean ikusi dugu nahi herriko zenbait gazte bazterrean, bainan jada ez dakigu nola guziz pilotari. Euskal Herriko ederrenetan zenbaitez barna eta zuzen. — [745, 2230, 967, 2397]
article-paragraph: Gaztenak (certificat d'études) delakoari buruz: zaharchagokoak (certificat d'enseignement primaire supérieure) delakoari buruz; eta altzinaturago direnak (Brevet élémentaire) delakoari buruz. Urthe guziez badira haurrak, eskola hortan, aiphatu hiru etsamintetarik batetarik bederentzen direnak eta aitoa ingaiten phondu guziak. — [278, 287, 494, 453]
section-title-ahatsa: AHATSA — [821, 2207, 890, 2224]
section-title-lapurdin: LAPURDIN — [86, 71, 213, 98]
article-paragraph: Herri osoa hunkitu da; Harostéguy jaunak bethi maithatua baitzen. Bere amaren ganat, Urnitzarat ahoan laster sendatuko da, Hazparne guziak ez du nahikunde hori baizik. — [278, 1021, 494, 1112]
subheading: Berriz beretik, ororen gostura — [1238, 1371, 1421, 1385]
ad-line-1: ARMAGNAC — [1053, 898, 1137, 911]
article-paragraph: Orai, gure sahetsean, laborari etche gizonek beren aitzen ondotik beharrak... Heldu bada, etche-zain edo langile, haurrez kargatuak! Hargatik hiritetan dira Berdenikoak zorigaitzen dohakabeak. Bainan, orai Elizarentzat bada ere, bertzeak ez baitira hemen. — [1223, 462, 1436, 599]
article-paragraph: Filles présentées 6. — Reçues 6. SAINT-PALAIS: Germaine Larrabère (bien), Isabelle Burillo. HASPARREN: Jeanne Dabadie (très bien), Lucie Laborde (bien), Marie Abbadie (bien). ISTURITZ: Marie-Christine Casenave. — [39, 1099, 260, 1205]
section-divider — [993, 975, 1197, 976]
article-paragraph: Guziek badakigu zoin diren atchikiak bat haurrak eta bai burhasoak delako «diplôme» hoito ederrari. — [278, 455, 494, 515]
article-paragraph: Garçons présentés: 20. — Reçus: 17. SAINT-JEAN-DE-LUZ: Jean Baptiste Narp (très bien), Jules Ohlsen (bien), José-Maria Pérez (bien), Joseph Simon (bien), William Barbace (bien), Vincent Haramboure (bien), Louis Iribarren (bien), Auguste Moulères (bien), Bernard Perul, Ferdinand Daubas, Jean Altuna, Donato Leicoaga, Maurice Claverie. — [39, 374, 260, 540]
article-paragraph: Aita amek bazuketen beren semearen behar hartan hilik ez bazuten. Noren eskuetan, Aita, ezarriko du eldea? Hau da Chorro chede gizalak eber zerbait hortan. — [985, 1609, 1205, 1684]
article-paragraph: Bazizle eta bagira. — Desafioz ari zaizkie Hazparneko pilotariak eta Bazizleko bertzeak partida bat ederrago agertu behar zuela. — [278, 1755, 494, 1814]
